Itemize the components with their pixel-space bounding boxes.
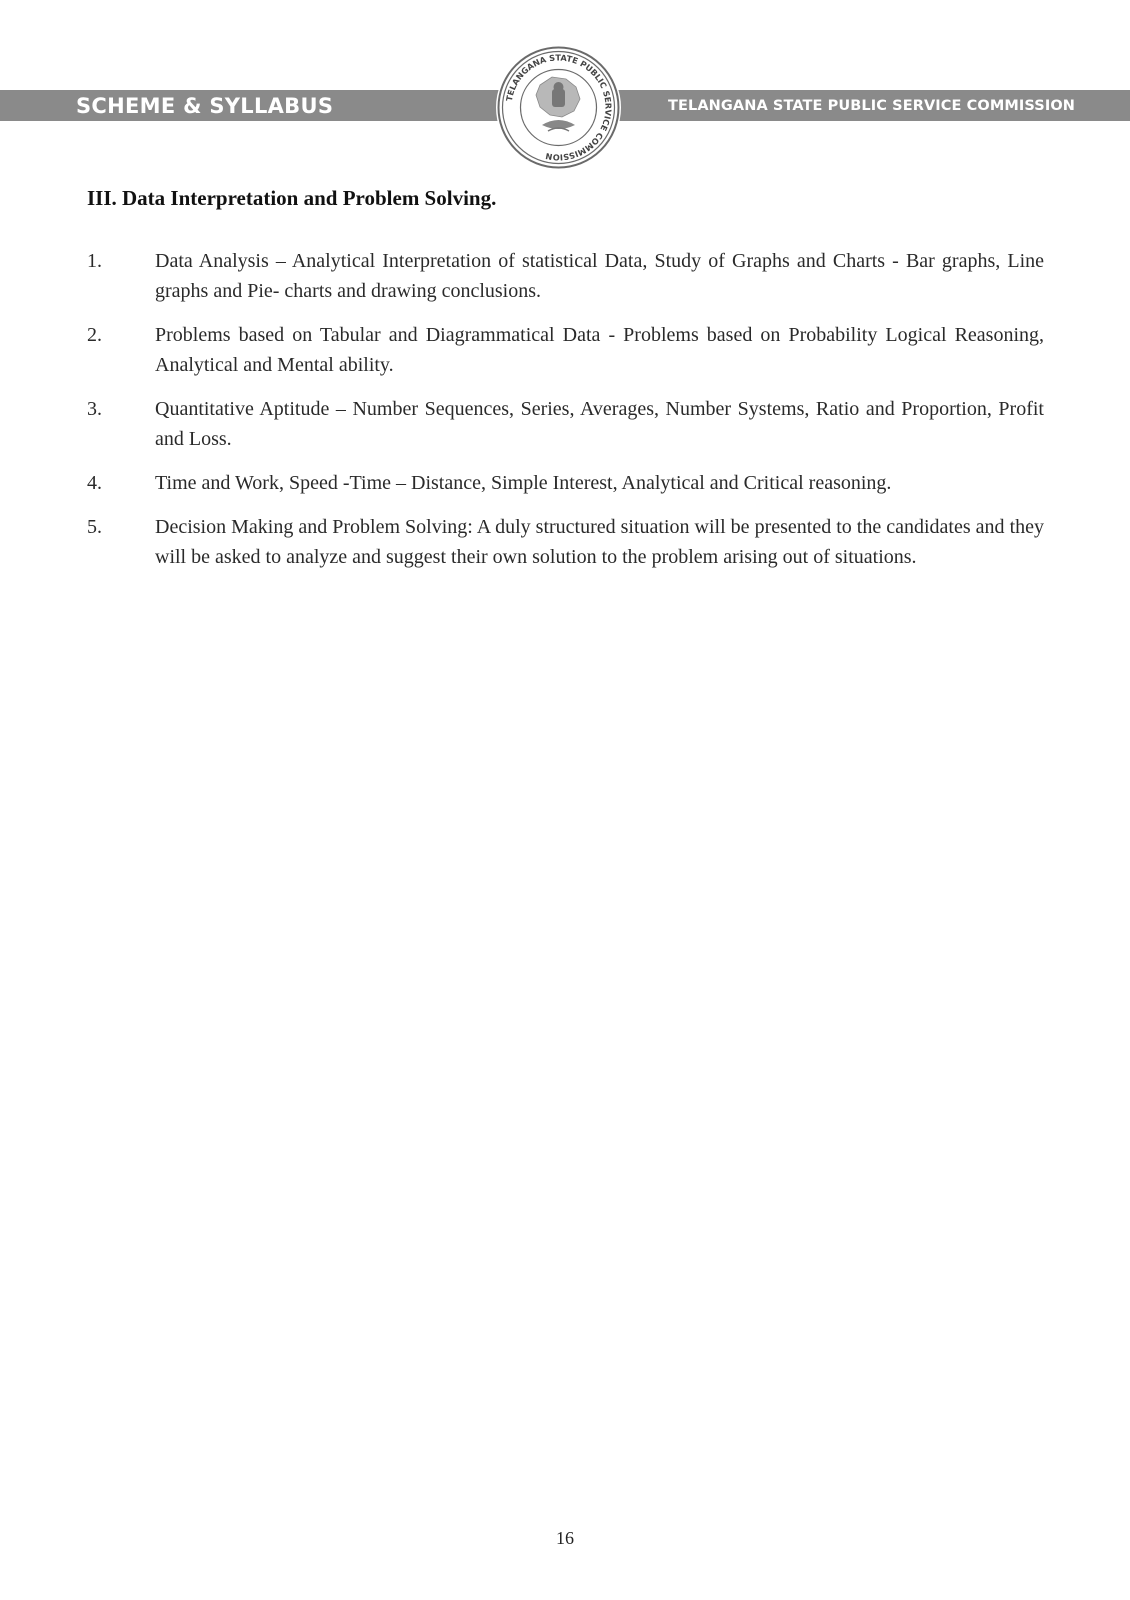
item-text: Time and Work, Speed -Time – Distance, Simple Interest, Analytical and Critical reasoning. <box>155 472 892 494</box>
item-number: 1. <box>87 250 102 272</box>
header-title-right: TELANGANA STATE PUBLIC SERVICE COMMISSION <box>668 98 1075 114</box>
list-item <box>87 512 1044 572</box>
list-item <box>87 320 1044 380</box>
section-title: III. Data Interpretation and Problem Solving. <box>87 186 497 210</box>
page-number: 16 <box>556 1528 574 1548</box>
item-text: Quantitative Aptitude – Number Sequences, Series, Averages, Number Systems, Ratio and Proportion, Profit and Loss. <box>155 398 1044 450</box>
item-text: Decision Making and Problem Solving: A duly structured situation will be presented to the candidates and they will be asked to analyze and suggest their own solution to the problem arising out of situations. <box>155 516 1044 568</box>
item-number: 5. <box>87 516 102 538</box>
item-text: Data Analysis – Analytical Interpretation of statistical Data, Study of Graphs and Charts - Bar graphs, Line graphs and Pie- charts and drawing conclusions. <box>155 250 1044 302</box>
item-number: 3. <box>87 398 102 420</box>
seal-ring-text: TELANGANA STATE PUBLIC SERVICE COMMISSION <box>503 52 614 163</box>
item-text: Problems based on Tabular and Diagrammatical Data - Problems based on Probability Logical Reasoning, Analytical and Mental ability. <box>155 324 1044 376</box>
list-item <box>87 394 1044 454</box>
item-number: 4. <box>87 472 102 494</box>
commission-seal-logo <box>496 45 621 170</box>
header-title-left: SCHEME & SYLLABUS <box>76 94 334 118</box>
item-number: 2. <box>87 324 102 346</box>
list-item <box>87 468 1044 498</box>
syllabus-topic-list <box>87 246 1044 586</box>
list-item <box>87 246 1044 306</box>
